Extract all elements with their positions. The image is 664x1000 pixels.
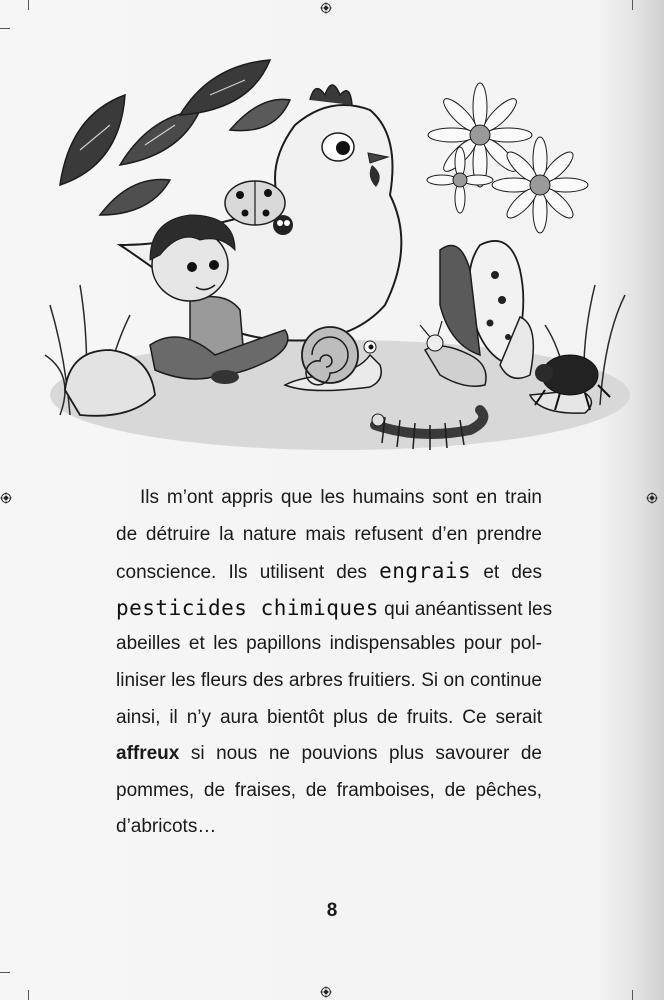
text-line: pommes, de fraises, de framboises, de pêches, <box>116 779 542 801</box>
crop-mark-bottom-left <box>0 972 10 973</box>
registration-mark-bottom-icon <box>320 986 332 998</box>
crop-mark-bottom-right <box>632 990 633 1000</box>
registration-mark-top-icon <box>320 2 332 14</box>
crop-mark-top-left <box>0 28 10 29</box>
text-segment: qui anéantissent les <box>384 598 553 620</box>
text-line <box>116 553 542 590</box>
text-line: de détruire la nature mais refusent d’en prendre <box>116 523 542 545</box>
text-segment: si nous ne pouvions plus savourer de <box>190 743 542 765</box>
page-number: 8 <box>326 900 338 921</box>
crop-mark-bottom-left-v <box>28 990 29 1000</box>
body-paragraph <box>116 480 553 846</box>
text-segment: et des <box>483 562 542 584</box>
text-segment: conscience. Ils utilisent des <box>116 562 367 584</box>
text-line: abeilles et les papillons indispensables pour pol- <box>116 633 542 655</box>
emphasis-word-engrais: engrais <box>379 559 472 584</box>
text-line: Ils m’ont appris que les humains sont en train <box>140 487 542 508</box>
text-line: liniser les fleurs des arbres fruitiers. Si on continue <box>116 669 542 691</box>
crop-mark-top-left-v <box>28 0 29 10</box>
crop-mark-top-right <box>632 0 633 10</box>
text-line: ainsi, il n’y aura bientôt plus de fruits. Ce serait <box>116 706 542 728</box>
garden-illustration <box>40 55 630 465</box>
daisy-flowers-icon <box>427 83 588 233</box>
registration-mark-left-icon <box>0 492 12 504</box>
emphasis-word-affreux: affreux <box>116 743 180 765</box>
emphasis-words-pesticides: pesticides chimiques <box>116 595 379 620</box>
text-line <box>116 590 553 627</box>
text-line: d’abricots… <box>116 816 217 838</box>
text-line <box>116 736 542 773</box>
registration-mark-right-icon <box>646 492 658 504</box>
